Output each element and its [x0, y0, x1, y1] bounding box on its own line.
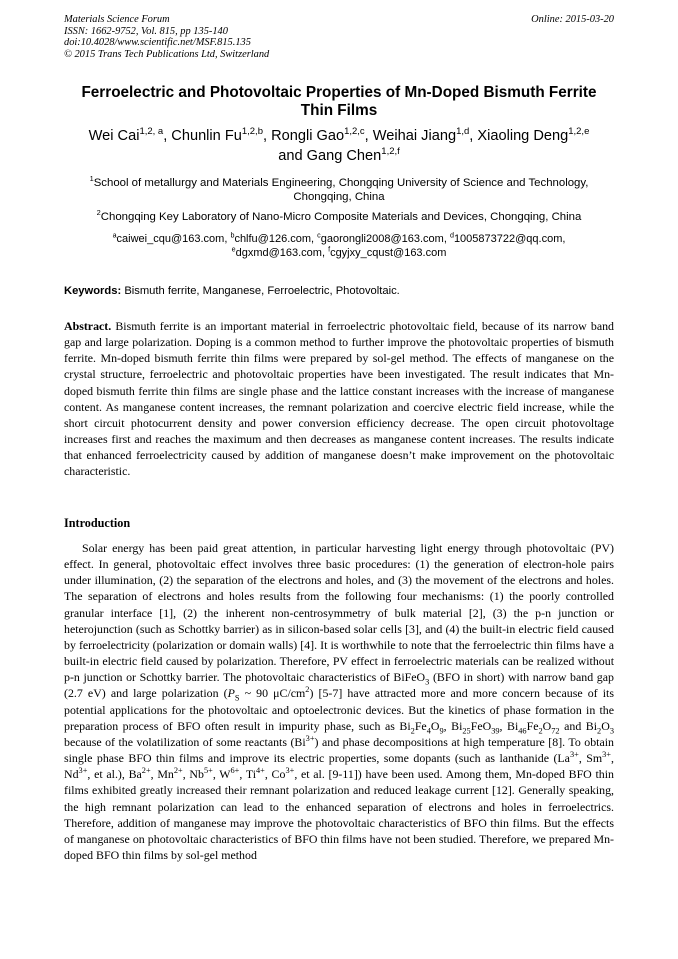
paragraph-text-run: (BFO in short) with narrow band gap (2.7 eV) and large polarization (: [64, 670, 614, 701]
email-list: $^a$caiwei_cqu@163.com, $^b$chlfu@126.com, $^c$gaorongli2008@163.com, $^d$1005873722@qq.com, $^e$dgxmd@163.com, $^f$cgyjxy_cqust@163.com: [112, 231, 566, 260]
subscript: 25: [462, 726, 471, 736]
section-heading-introduction: Introduction: [64, 516, 131, 530]
paragraph-text-run: , et al. [9-11]) have been used. Among them, Mn-doped BFO thin films exhibited greatly increased their remnant polarization and reduced leakage current [12]. Generally speaking, the high remnant polarization can lead to the enhanced separation of electrons and holes in ferroelectrics. Therefore, addition of manganese may improve the photovoltaic characteristics of BFO thin films. But the effects of manganese on photovoltaic characteristics of BFO thin films have not been studied. Therefore, we prepared Mn-doped BFO thin films by sol-gel method: [64, 767, 614, 862]
superscript: 3+: [285, 766, 295, 776]
affiliation-text: School of metallurgy and Materials Engineering, Chongqing University of Science and Technology, Chongqing, China: [93, 177, 589, 204]
superscript: 6+: [230, 766, 240, 776]
subscript: 72: [551, 726, 560, 736]
email-address[interactable]: 1005873722@qq.com: [453, 233, 563, 245]
title-line-2: Thin Films: [300, 102, 378, 119]
paragraph-text-run: , Co: [264, 767, 286, 782]
superscript: 2+: [141, 766, 151, 776]
superscript: 3+: [602, 750, 612, 760]
paragraph-text-run: , Bi: [443, 718, 463, 733]
journal-name: Materials Science Forum: [64, 14, 170, 25]
affiliation-text: Chongqing Key Laboratory of Nano-Micro Composite Materials and Devices, Chongqing, China: [100, 211, 582, 223]
author-name: Wei Cai: [88, 128, 140, 144]
subscript: 3: [609, 726, 614, 736]
paragraph-text-run: , Sm: [578, 751, 603, 766]
paragraph-text-run: , et al.), Ba: [87, 767, 142, 782]
paragraph-text-run: , Ti: [239, 767, 256, 782]
title-line-1: Ferroelectric and Photovoltaic Properties of Mn-Doped Bismuth Ferrite: [81, 84, 597, 101]
email-mark: e: [231, 245, 236, 254]
paragraph-text-run: Fe: [526, 718, 539, 733]
superscript: 2: [305, 685, 310, 695]
affiliation-2: [64, 210, 614, 224]
paragraph-text-run: , Nb: [182, 767, 204, 782]
affiliation-1: [64, 176, 614, 204]
subscript: S: [234, 693, 240, 703]
author-name: Chunlin Fu: [171, 128, 242, 144]
subscript: 3: [425, 677, 430, 687]
author-name: Rongli Gao: [271, 128, 345, 144]
paragraph-text-run: O: [542, 718, 552, 733]
superscript: 4+: [256, 766, 265, 776]
paragraph-text-run: O: [601, 718, 610, 733]
email-mark: a: [112, 231, 117, 240]
subscript: 2: [597, 726, 602, 736]
email-address[interactable]: caiwei_cqu@163.com: [116, 233, 225, 245]
subscript: 9: [439, 726, 444, 736]
email-mark: b: [230, 231, 235, 240]
abstract-text: Bismuth ferrite is an important material in ferroelectric photovoltaic field, because of its narrow band gap and large polarization. Doping is a common method to further improve the photovoltaic properties of bismuth ferrite. Mn-doped bismuth ferrite thin films were prepared by sol-gel method. The effects of manganese on the crystal structure, ferroelectric and photovoltaic properties have been investigated. The result indicates that Mn-doped bismuth ferrite thin films are single phase and the lattice constant increases with the increase of manganese content. As manganese content increases, the remnant polarization and coercive electric field increase, while the short circuit photocurrent density and power conversion efficiency decrease. The open circuit photovoltage increases first and reaches the maximum and then decreases as manganese content increases. The results indicate that enhanced ferroelectricity caused by addition of manganese doesn’t make improvement on the photovoltaic characteristic.: [64, 319, 614, 479]
subscript: 2: [538, 726, 543, 736]
superscript: 2+: [173, 766, 183, 776]
subscript: 39: [491, 726, 500, 736]
author-conjunction: and: [278, 148, 303, 164]
subscript: 2: [410, 726, 415, 736]
paragraph-text-run: , W: [212, 767, 231, 782]
author-affiliation-mark: 1,d: [456, 126, 470, 138]
author-name: Xiaoling Deng: [477, 128, 569, 144]
keywords-label: Keywords:: [64, 285, 122, 297]
author-name: Gang Chen: [306, 148, 382, 164]
copyright: © 2015 Trans Tech Publications Ltd, Switzerland: [64, 48, 270, 60]
email-mark: f: [328, 245, 331, 254]
author-list: Wei Cai$^{1,2, a}$, Chunlin Fu$^{1,2,b}$, Rongli Gao$^{1,2,c}$, Weihai Jiang$^{1,d}$, Xiaoling Deng$^{1,2,e}$ and Gang Chen$^{1,2,f}$: [88, 126, 590, 164]
paragraph-text-run: Fe: [414, 718, 427, 733]
paragraph-text-run: ~ 90 μC/cm: [239, 686, 306, 701]
paragraph-text-run: , Bi: [499, 718, 519, 733]
superscript: 3+: [569, 750, 579, 760]
author-name: Weihai Jiang: [372, 128, 457, 144]
paragraph-text-run: , Mn: [150, 767, 174, 782]
abstract: [64, 318, 614, 480]
paper-title: [64, 84, 614, 120]
paragraph-text-run: because of the volatilization of some reactants (Bi: [64, 734, 306, 749]
paragraph-text-run: P: [227, 686, 235, 701]
affiliation-mark: 2: [96, 208, 101, 218]
email-mark: d: [449, 231, 454, 240]
affiliation-mark: 1: [89, 174, 94, 184]
subscript: 4: [426, 726, 431, 736]
author-affiliation-mark: 1,2,f: [381, 146, 400, 158]
paragraph-text-run: ) and phase decompositions at high temperature [8]. To obtain single phase BFO thin films and improve its electric properties, some dopants (such as lanthanide (La: [64, 734, 614, 766]
journal-header: [64, 14, 269, 60]
issn-info: ISSN: 1662-9752, Vol. 815, pp 135-140: [64, 25, 228, 37]
author-affiliation-mark: 1,2,c: [344, 126, 365, 138]
keywords-text: Bismuth ferrite, Manganese, Ferroelectric, Photovoltaic.: [124, 285, 400, 297]
superscript: 5+: [203, 766, 213, 776]
paragraph-text-run: Solar energy has been paid great attention, in particular harvesting light energy through photovoltaic (PV) effect. In general, photovoltaic effect involves three basic procedures: (1) the generation of electron-hole pairs under illumination, (2) the separation of the electrons and holes, and (3) the movement of the electrons and holes. The separation of electrons and holes results from the following four mechanisms: (1) the poorly controlled granular interface [1], (2) the inherent non-centrosymmetry of bulk material [2], (3) the p-n junction or heterojunction (such as Schottky barrier) as in silicon-based solar cells [3], and (4) the built-in electric field caused by ferroelectricity (polarization or domain walls) [4]. It is worthwhile to note that the ferroelectric thin films have a built-in electric field caused by polarization. Therefore, PV effect in ferroelectric materials can be realized without p-n junction or Schottky barrier. The photovoltaic characteristics of BiFeO: [64, 541, 614, 685]
paragraph-text-run: , Nd: [64, 751, 614, 782]
paragraph-text-run: O: [430, 718, 440, 733]
author-affiliation-mark: 1,2,b: [241, 126, 263, 138]
online-date: Online: 2015-03-20: [531, 14, 614, 25]
author-affiliation-mark: 1,2, a: [139, 126, 164, 138]
email-address[interactable]: chlfu@126.com: [234, 233, 312, 245]
paragraph-text-run: and Bi: [559, 718, 598, 733]
doi: doi:10.4028/www.scientific.net/MSF.815.135: [64, 37, 251, 49]
subscript: 46: [518, 726, 527, 736]
superscript: 3+: [78, 766, 88, 776]
keywords: [64, 284, 614, 298]
email-mark: c: [317, 231, 321, 240]
email-address[interactable]: dgxmd@163.com: [235, 247, 322, 260]
abstract-label: Abstract.: [64, 319, 112, 333]
email-address[interactable]: gaorongli2008@163.com: [320, 233, 444, 245]
paragraph-text-run: FeO: [470, 718, 492, 733]
email-address[interactable]: cgyjxy_cqust@163.com: [330, 247, 447, 260]
paragraph-text-run: ) [5-7] have attracted more and more concern because of its potential applications for the photovoltaic and optoelectronic devices. But the kinetics of phase formation in the preparation process of BFO often result in impurity phase, such as Bi: [64, 686, 614, 733]
superscript: 3+: [305, 733, 315, 743]
introduction-paragraph: [64, 540, 614, 863]
author-affiliation-mark: 1,2,e: [568, 126, 590, 138]
